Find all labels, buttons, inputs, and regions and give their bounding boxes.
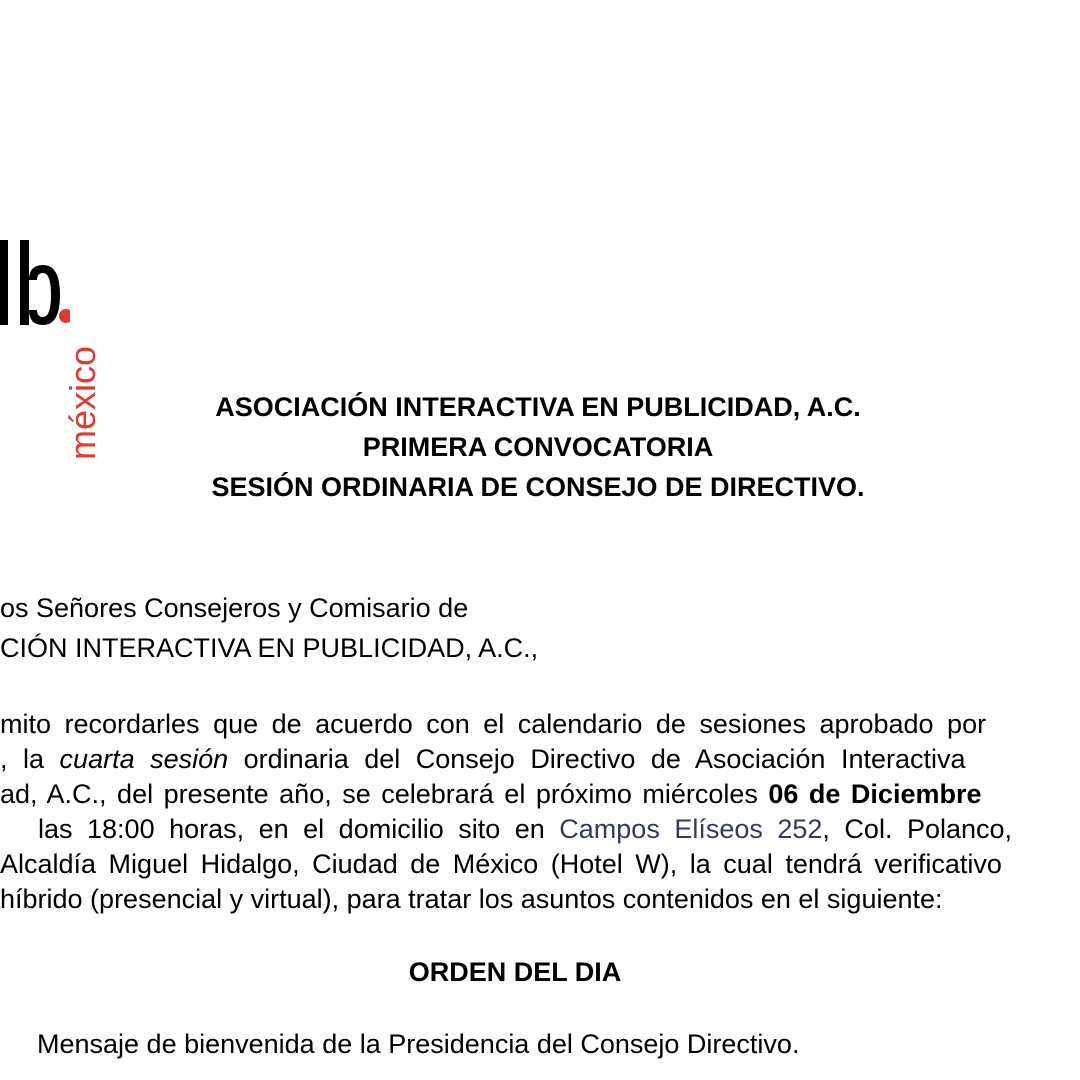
- iab-logo-mark-icon: [0, 170, 70, 330]
- body-line-2-italic: cuarta sesión: [59, 744, 229, 774]
- iab-mexico-logo: [0, 170, 103, 460]
- body-line-6: híbrido (presencial y virtual), para tratar los asuntos contenidos en el siguiente:: [0, 884, 943, 914]
- heading-line-1: ASOCIACIÓN INTERACTIVA EN PUBLICIDAD, A.C.: [215, 392, 861, 422]
- logo-mexico-text: méxico: [62, 345, 103, 460]
- body-line-1: [0, 707, 1080, 742]
- body-line-4: [38, 812, 1012, 847]
- body-line-4-a: las 18:00 horas, en el domicilio sito en: [38, 814, 545, 844]
- document-heading: [0, 387, 1076, 507]
- heading-line-3: SESIÓN ORDINARIA DE CONSEJO DE DIRECTIVO.: [211, 472, 865, 502]
- body-line-1-text: mito recordarles que de acuerdo con el calendario de sesiones aprobado por: [0, 709, 987, 739]
- body-line-3: [0, 777, 982, 812]
- body-line-2-a: , la: [0, 744, 45, 774]
- body-line-5: Alcaldía Miguel Hidalgo, Ciudad de México (Hotel W), la cual tendrá verificativo: [0, 849, 1002, 879]
- body-line-4-c: , Col. Polanco,: [822, 814, 1013, 844]
- body-line-2-c: ordinaria del Consejo Directivo de Asociación Interactiva: [243, 744, 966, 774]
- body-line-3-a: ad, A.C., del presente año, se celebrará el próximo miércoles: [0, 779, 758, 809]
- body-line-2: [0, 742, 966, 777]
- address-text: Campos Elíseos 252: [559, 814, 823, 844]
- agenda-title: ORDEN DEL DIA: [408, 957, 622, 987]
- heading-line-2: PRIMERA CONVOCATORIA: [362, 432, 714, 462]
- body-line-3-bold: 06 de Diciembre: [768, 779, 982, 809]
- agenda-item-1: Mensaje de bienvenida de la Presidencia del Consejo Directivo.: [37, 1029, 800, 1059]
- greeting-line-1: os Señores Consejeros y Comisario de: [0, 593, 469, 623]
- greeting-line-2: CIÓN INTERACTIVA EN PUBLICIDAD, A.C.,: [0, 633, 539, 663]
